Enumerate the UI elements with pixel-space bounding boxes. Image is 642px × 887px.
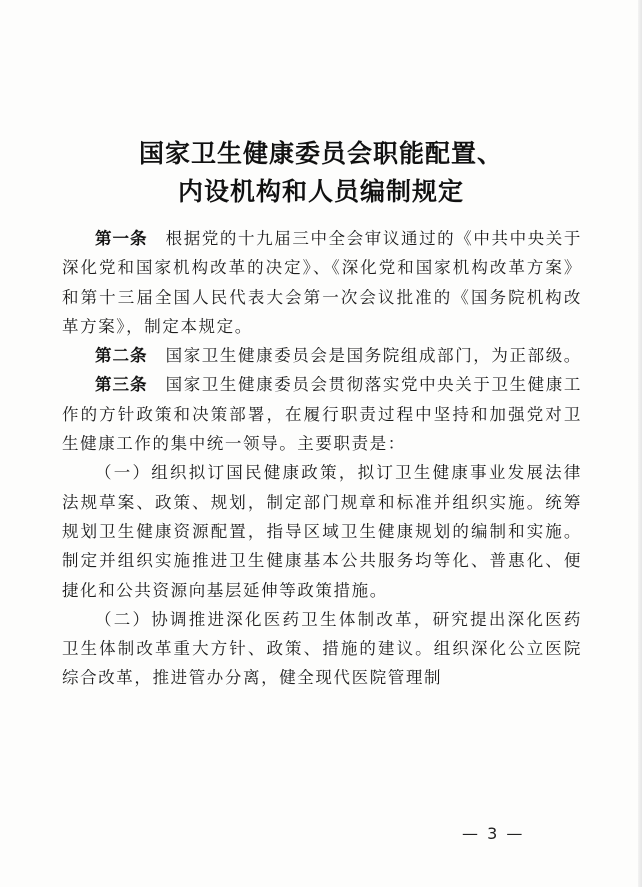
article-text: 国家卫生健康委员会贯彻落实党中央关于卫生健康工作的方针政策和决策部署，在履行职责过程中坚持和加强党对卫生健康工作的集中统一领导。主要职责是：	[62, 375, 582, 454]
scan-edge-shadow	[638, 0, 642, 887]
article-number: 第一条	[95, 229, 148, 248]
article-paragraph	[62, 224, 582, 341]
document-title-line-2: 内设机构和人员编制规定	[177, 177, 464, 206]
document-body	[62, 224, 582, 693]
article-text: 根据党的十九届三中全会审议通过的《中共中央关于深化党和国家机构改革的决定》、《深化党和国家机构改革方案》和第十三届全国人民代表大会第一次会议批准的《国务院机构改革方案》，制定本规定。	[62, 229, 582, 336]
article-paragraph	[62, 370, 582, 458]
duty-item: （一）组织拟订国民健康政策，拟订卫生健康事业发展法律法规草案、政策、规划，制定部门规章和标准并组织实施。统筹规划卫生健康资源配置，指导区域卫生健康规划的编制和实施。制定并组织实施推进卫生健康基本公共服务均等化、普惠化、便捷化和公共资源向基层延伸等政策措施。	[62, 463, 582, 600]
duty-item: （二）协调推进深化医药卫生体制改革，研究提出深化医药卫生体制改革重大方针、政策、措施的建议。组织深化公立医院综合改革，推进管办分离，健全现代医院管理制	[62, 609, 582, 688]
article-number: 第三条	[95, 375, 148, 395]
article-paragraph	[62, 341, 582, 370]
document-title-line-1: 国家卫生健康委员会职能配置、	[138, 139, 503, 168]
article-number: 第二条	[95, 346, 148, 366]
page-number: — 3 —	[462, 824, 525, 843]
article-text: 国家卫生健康委员会是国务院组成部门，为正部级。	[165, 346, 582, 366]
